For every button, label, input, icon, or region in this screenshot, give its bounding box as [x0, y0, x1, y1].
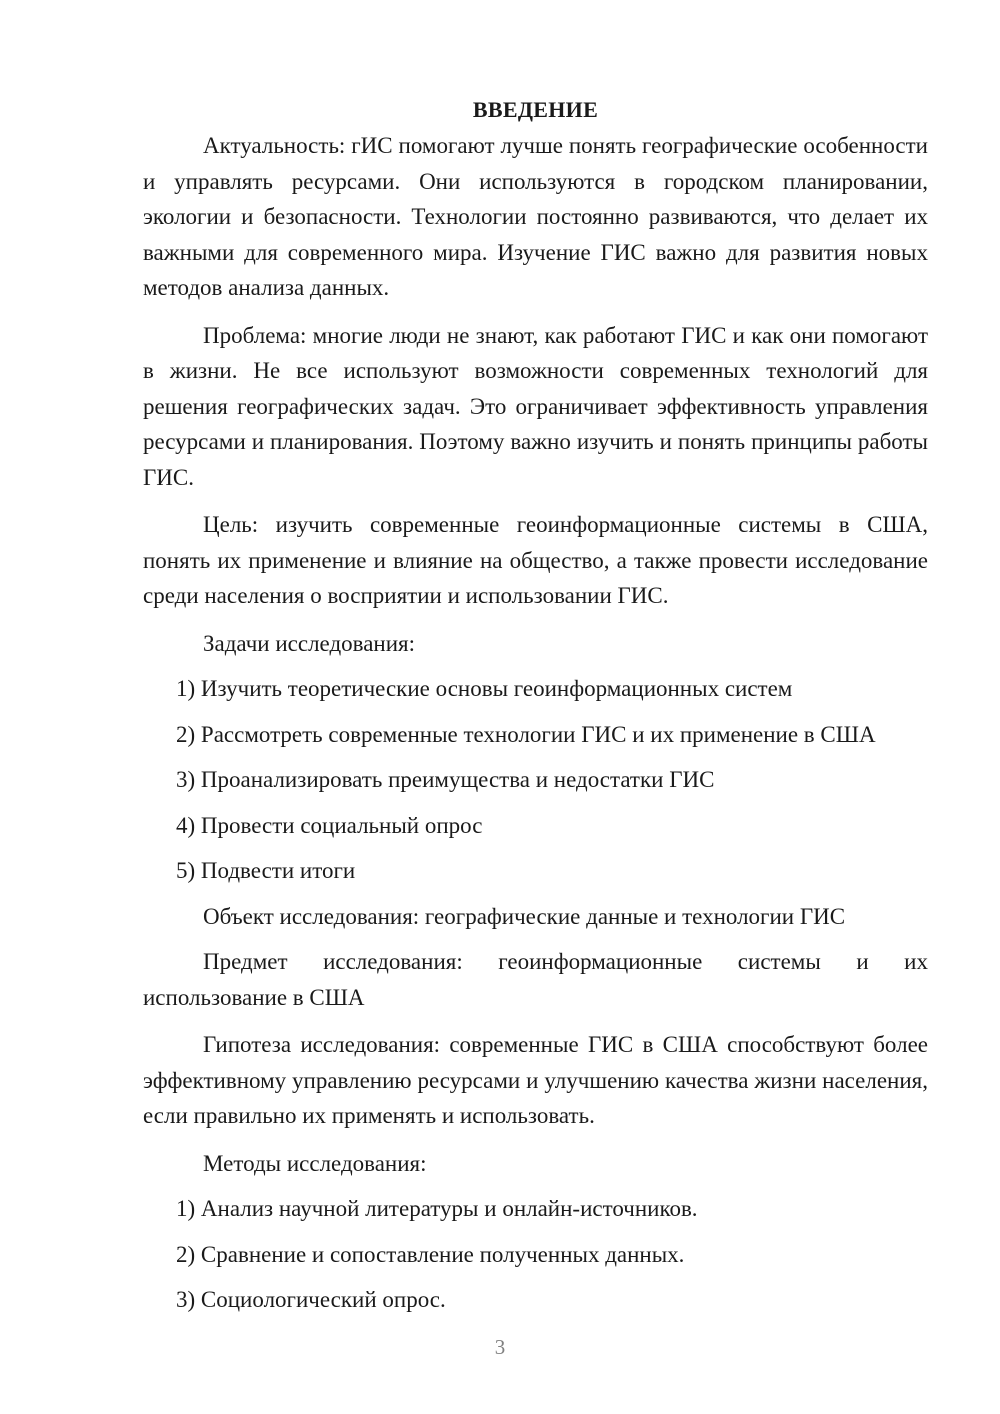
method-item: 3) Социологический опрос. [176, 1287, 446, 1312]
method-item: 2) Сравнение и сопоставление полученных данных. [176, 1241, 685, 1267]
object-line: Объект исследования: географические данные и технологии ГИС [203, 903, 846, 929]
document-page [143, 92, 928, 1328]
task-item: 4) Провести социальный опрос [176, 812, 483, 838]
subject-paragraph: Предмет исследования: геоинформационные системы и их использование в США [143, 949, 928, 1010]
problem-paragraph: Проблема: многие люди не знают, как работают ГИС и как они помогают в жизни. Не все используют возможности современных технологий для решения географических задач. Это ограничивает эффективность управления ресурсами и планирования. Поэтому важно изучить и понять принципы работы ГИС. [143, 322, 928, 490]
tasks-list [143, 671, 928, 889]
page-number: 3 [494, 1335, 506, 1359]
task-item: 1) Изучить теоретические основы геоинформационных систем [176, 676, 793, 701]
tasks-heading: Задачи исследования: [203, 630, 416, 656]
method-item: 1) Анализ научной литературы и онлайн-источников. [176, 1196, 698, 1221]
page-title: ВВЕДЕНИЕ [472, 97, 599, 122]
relevance-paragraph: Актуальность: гИС помогают лучше понять географические особенности и управлять ресурсами. Они используются в городском планировании, экологии и безопасности. Технологии постоянно развиваются, что делает их важными для современного мира. Изучение ГИС важно для развития новых методов анализа данных. [143, 133, 928, 300]
methods-heading: Методы исследования: [203, 1150, 427, 1176]
hypothesis-paragraph: Гипотеза исследования: современные ГИС в США способствуют более эффективному управлению ресурсами и улучшению качества жизни населения, если правильно их применять и использовать. [143, 1032, 928, 1128]
task-item: 5) Подвести итоги [176, 858, 356, 883]
goal-paragraph: Цель: изучить современные геоинформационные системы в США, понять их применение и влияние на общество, а также провести исследование среди населения о восприятии и использовании ГИС. [143, 512, 928, 608]
task-item: 2) Рассмотреть современные технологии ГИС и их применение в США [176, 721, 876, 747]
methods-list [143, 1191, 928, 1318]
task-item: 3) Проанализировать преимущества и недостатки ГИС [176, 767, 715, 792]
